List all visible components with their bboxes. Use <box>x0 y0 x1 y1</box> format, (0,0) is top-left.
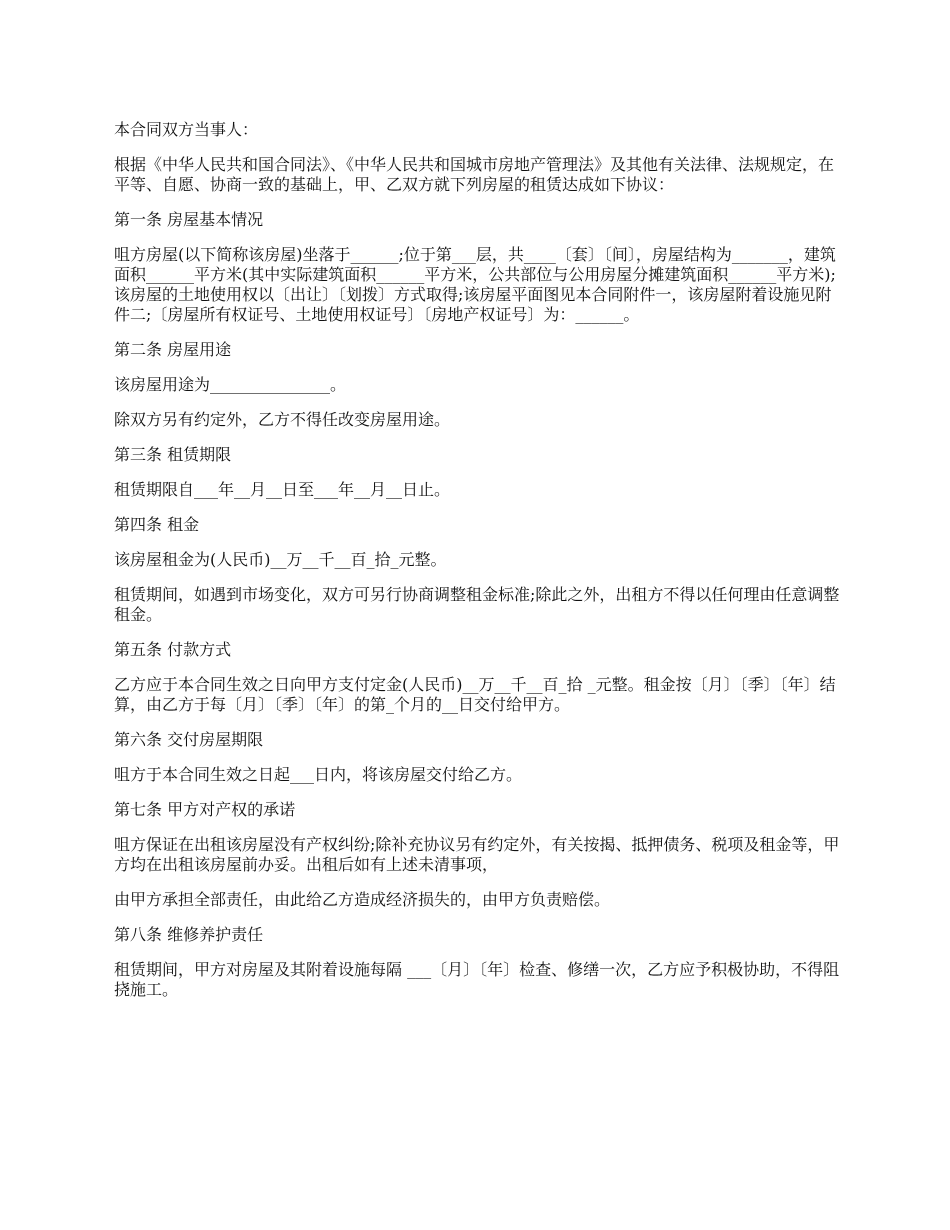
article-5-heading: 第五条 付款方式 <box>114 640 232 659</box>
article-6-heading: 第六条 交付房屋期限 <box>114 730 264 749</box>
article-8-heading: 第八条 维修养护责任 <box>114 925 264 944</box>
legal-basis-paragraph: 根据《中华人民共和国合同法》、《中华人民共和国城市房地产管理法》及其他有关法律、法规规定，在平等、自愿、协商一致的基础上，甲、乙双方就下列房屋的租赁达成如下协议： <box>114 155 835 194</box>
article-4-heading: 第四条 租金 <box>114 515 200 534</box>
article-6-body: 咀方于本合同生效之日起___日内，将该房屋交付给乙方。 <box>114 765 523 784</box>
article-4-body: 该房屋租金为(人民币)__万__千__百_拾_元整。 <box>114 550 447 569</box>
article-8-body: 租赁期间，甲方对房屋及其附着设施每隔 ___〔月〕〔年〕检查、修缮一次，乙方应予积极协助，不得阻挠施工。 <box>114 960 840 999</box>
article-5-body: 乙方应于本合同生效之日向甲方支付定金(人民币)__万__千__百_拾 _元整。租金按〔月〕〔季〕〔年〕结算，由乙方于每〔月〕〔季〕〔年〕的第_个月的__日交付给甲方。 <box>114 675 836 714</box>
article-1-body: 咀方房屋(以下简称该房屋)坐落于______;位于第___层，共____〔套〕〔间〕，房屋结构为_______，建筑面积______平方米(其中实际建筑面积______平方米，公共部位与公用房屋分摊建筑面积______平方米);该房屋的土地使用权以〔出让〕〔划拨〕方式取得;该房屋平面图见本合同附件一，该房屋附着设施见附件二;〔房屋所有权证号、土地使用权证号〕〔房地产权证号〕为：______。 <box>114 245 836 324</box>
parties-intro: 本合同双方当事人： <box>114 120 259 139</box>
contract-document <box>114 120 844 1015</box>
article-4-body-2: 租赁期间，如遇到市场变化，双方可另行协商调整租金标准;除此之外，出租方不得以任何理由任意调整租金。 <box>114 585 840 624</box>
article-7-body: 咀方保证在出租该房屋没有产权纠纷;除补充协议另有约定外，有关按揭、抵押债务、税项及租金等，甲方均在出租该房屋前办妥。出租后如有上述未清事项， <box>114 835 840 874</box>
article-2-body: 该房屋用途为_______________。 <box>114 375 347 394</box>
article-1-heading: 第一条 房屋基本情况 <box>114 210 264 229</box>
article-2-heading: 第二条 房屋用途 <box>114 340 232 359</box>
article-7-body-2: 由甲方承担全部责任，由此给乙方造成经济损失的，由甲方负责赔偿。 <box>114 890 611 909</box>
article-7-heading: 第七条 甲方对产权的承诺 <box>114 800 296 819</box>
article-3-heading: 第三条 租赁期限 <box>114 445 232 464</box>
article-3-body: 租赁期限自___年__月__日至___年__月__日止。 <box>114 480 451 499</box>
article-2-body-2: 除双方另有约定外，乙方不得任改变房屋用途。 <box>114 410 451 429</box>
